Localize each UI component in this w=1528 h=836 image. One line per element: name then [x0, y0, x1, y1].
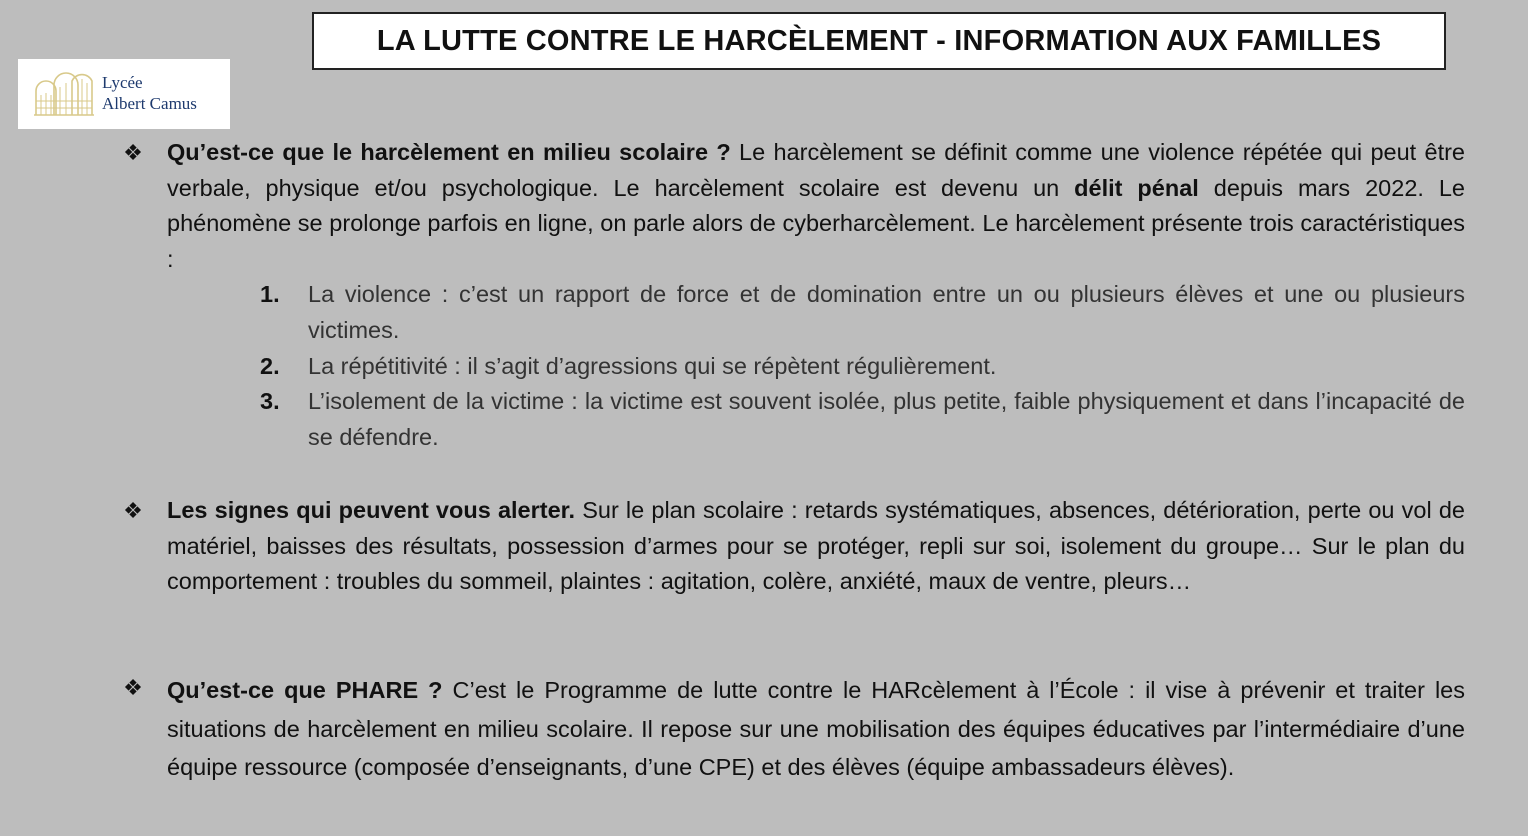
title-box [312, 12, 1446, 70]
section-heading: Qu’est-ce que PHARE ? [167, 677, 443, 703]
list-item [260, 277, 1465, 348]
highlight-text: délit pénal [1074, 174, 1199, 201]
list-item-text: La répétitivité : il s’agit d’agressions qui se répètent régulièrement. [308, 352, 997, 379]
paragraph-text: depuis mars 2022. Le phénomène se prolonge parfois en ligne, on parle alors de cyberharcèlement. Le harcèlement présente trois caractéristiques : [167, 174, 1465, 272]
page-title: LA LUTTE CONTRE LE HARCÈLEMENT - INFORMATION AUX FAMILLES [376, 24, 1382, 57]
section-paragraph [167, 493, 1465, 600]
school-name-line2: Albert Camus [102, 94, 197, 113]
section-definition [120, 135, 1465, 455]
list-item-text: La violence : c’est un rapport de force et de domination entre un ou plusieurs élèves et une ou plusieurs victimes. [308, 281, 1465, 343]
diamond-bullet-icon: ❖ [123, 497, 143, 523]
section-phare [120, 671, 1465, 787]
characteristics-list [120, 277, 1465, 455]
list-item [260, 384, 1465, 455]
diamond-bullet-icon: ❖ [123, 675, 143, 701]
section-heading: Qu’est-ce que le harcèlement en milieu scolaire ? [167, 139, 731, 165]
school-name-line1: Lycée [102, 73, 143, 92]
list-number: 3. [260, 388, 280, 415]
section-warning-signs [120, 493, 1465, 600]
section-heading: Les signes qui peuvent vous alerter. [167, 497, 576, 523]
list-item-text: L’isolement de la victime : la victime est souvent isolée, plus petite, faible physiquement et dans l’incapacité de se défendre. [308, 388, 1465, 450]
diamond-bullet-icon: ❖ [123, 139, 143, 165]
paragraph-text: Le harcèlement se définit comme une violence répétée qui peut être verbale, physique et/ou psychologique. Le harcèlement scolaire est devenu un [167, 139, 1465, 201]
paragraph-text: Sur le plan scolaire : retards systématiques, absences, détérioration, perte ou vol de matériel, baisses des résultats, possession d’armes pour se protéger, repli sur soi, isolement du groupe… Sur le plan du comportement : troubles du sommeil, plaintes : agitation, colère, anxiété, maux de ventre, pleurs… [167, 497, 1465, 595]
school-logo [18, 59, 230, 129]
list-item [260, 349, 1465, 385]
school-name [102, 72, 197, 114]
paragraph-text: C’est le Programme de lutte contre le HARcèlement à l’École : il vise à prévenir et traiter les situations de harcèlement en milieu scolaire. Il repose sur une mobilisation des équipes éducatives par l’intermédiaire d’une équipe ressource (composée d’enseignants, d’une CPE) et des élèves (équipe ambassadeurs élèves). [167, 677, 1465, 780]
list-number: 2. [260, 352, 280, 379]
list-number: 1. [260, 281, 280, 308]
building-arches-icon [32, 71, 96, 117]
section-paragraph [167, 135, 1465, 277]
section-paragraph [167, 671, 1465, 787]
